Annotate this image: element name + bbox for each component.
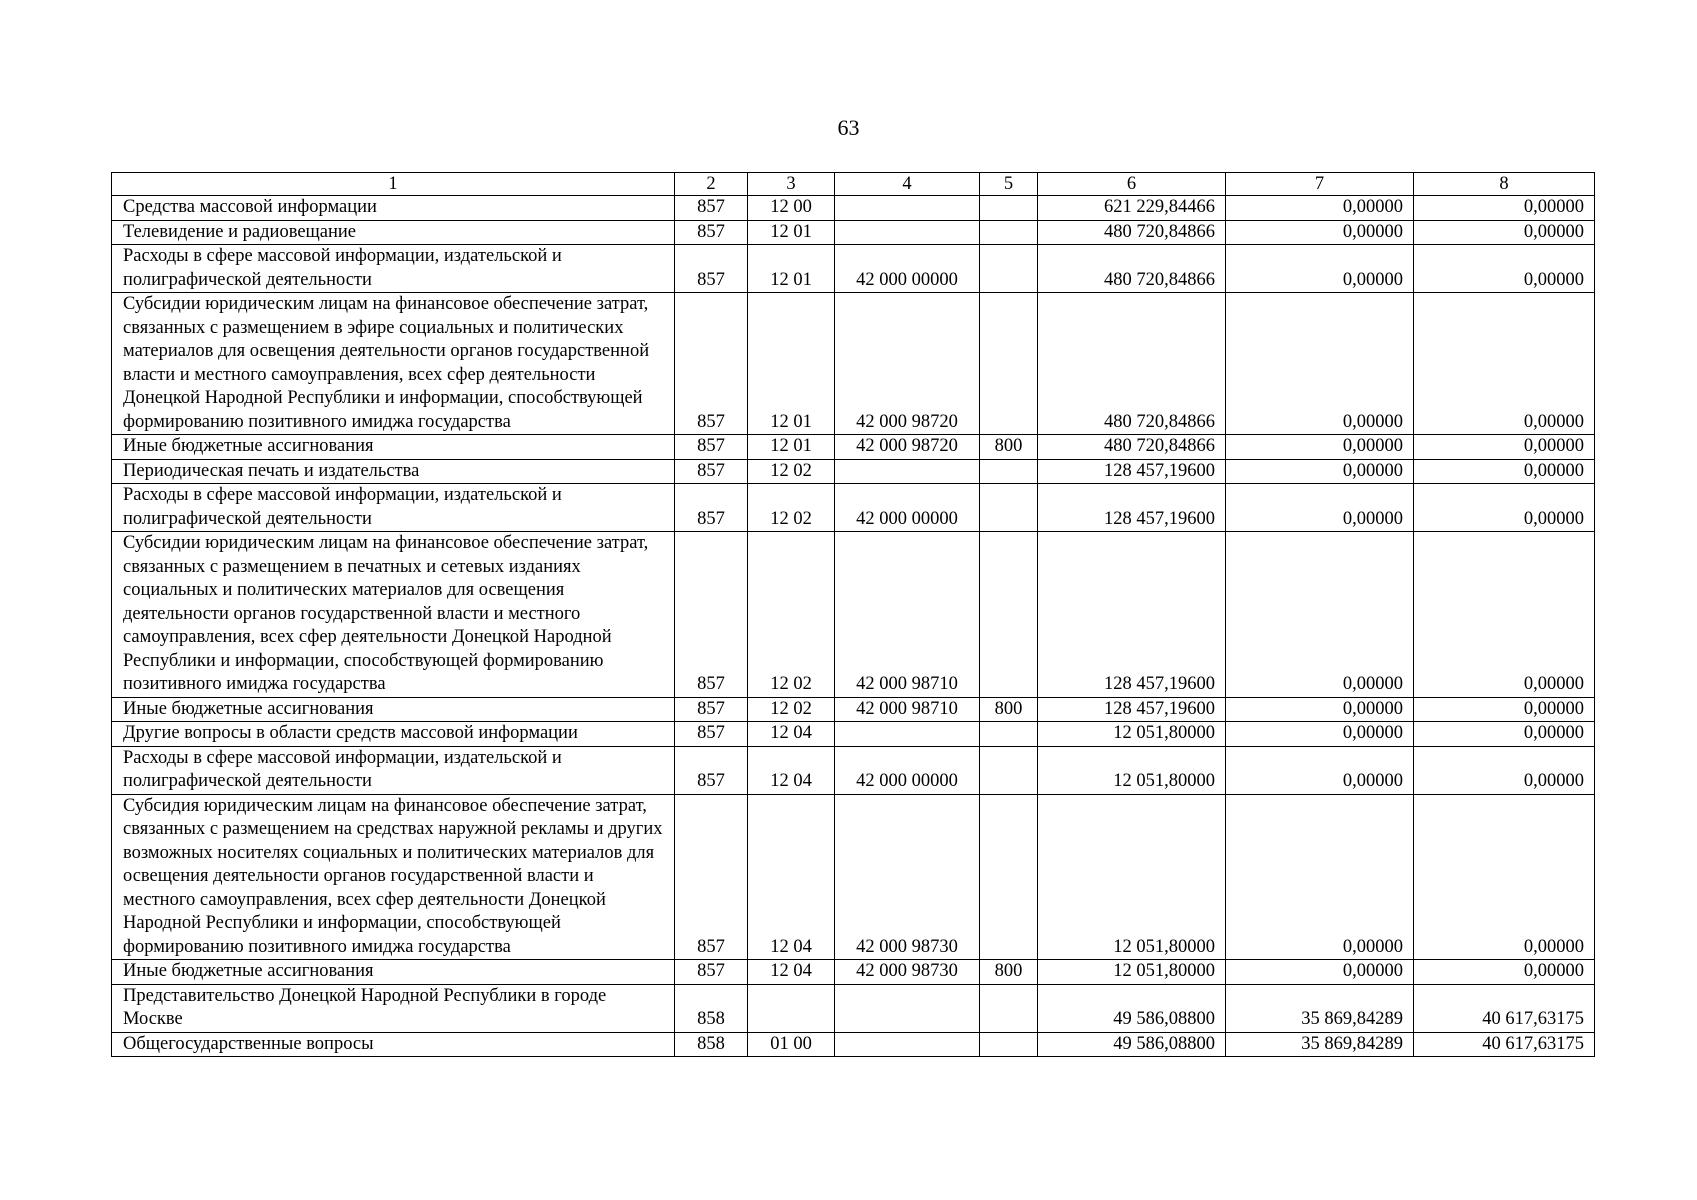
amount-cell: 49 586,08800 — [1038, 1032, 1226, 1057]
ministry-code-cell: 857 — [675, 220, 748, 245]
table-row — [112, 1032, 1595, 1057]
ministry-code-cell: 857 — [675, 293, 748, 435]
column-number: 5 — [980, 173, 1038, 196]
expense-type-cell — [980, 220, 1038, 245]
expense-type-cell — [980, 196, 1038, 221]
amount-cell: 0,00000 — [1414, 794, 1595, 960]
section-code-cell: 12 02 — [748, 697, 835, 722]
amount-cell: 0,00000 — [1226, 722, 1414, 747]
expense-type-cell: 800 — [980, 697, 1038, 722]
amount-cell: 0,00000 — [1226, 746, 1414, 794]
section-code-cell: 12 02 — [748, 459, 835, 484]
amount-cell: 49 586,08800 — [1038, 984, 1226, 1032]
item-name-cell: Субсидия юридическим лицам на финансовое обеспечение затрат, связанных с размещением на средствах наружной рекламы и других возможных носителях социальных и политических материалов для освещения деятельности органов государственной власти и местного самоуправления, всех сфер деятельности Донецкой Народной Республики и информации, способствующей формированию позитивного имиджа государства — [112, 794, 675, 960]
expense-type-cell — [980, 484, 1038, 532]
amount-cell: 35 869,84289 — [1226, 984, 1414, 1032]
amount-cell: 40 617,63175 — [1414, 1032, 1595, 1057]
amount-cell: 621 229,84466 — [1038, 196, 1226, 221]
amount-cell: 0,00000 — [1226, 697, 1414, 722]
column-number: 4 — [835, 173, 980, 196]
amount-cell: 0,00000 — [1414, 220, 1595, 245]
ministry-code-cell: 857 — [675, 960, 748, 985]
amount-cell: 12 051,80000 — [1038, 746, 1226, 794]
target-code-cell: 42 000 98730 — [835, 960, 980, 985]
target-code-cell: 42 000 98730 — [835, 794, 980, 960]
page-number: 63 — [837, 115, 860, 140]
ministry-code-cell: 857 — [675, 746, 748, 794]
table-row — [112, 220, 1595, 245]
ministry-code-cell: 858 — [675, 984, 748, 1032]
amount-cell: 0,00000 — [1414, 532, 1595, 698]
amount-cell: 12 051,80000 — [1038, 960, 1226, 985]
amount-cell: 0,00000 — [1414, 722, 1595, 747]
section-code-cell: 12 01 — [748, 435, 835, 460]
table-row — [112, 196, 1595, 221]
amount-cell: 0,00000 — [1226, 293, 1414, 435]
item-name-cell: Субсидии юридическим лицам на финансовое обеспечение затрат, связанных с размещением в эфире социальных и политических материалов для освещения деятельности органов государственной власти и местного самоуправления, всех сфер деятельности Донецкой Народной Республики и информации, способствующей формированию позитивного имиджа государства — [112, 293, 675, 435]
amount-cell: 128 457,19600 — [1038, 532, 1226, 698]
amount-cell: 0,00000 — [1414, 459, 1595, 484]
item-name-cell: Расходы в сфере массовой информации, издательской и полиграфической деятельности — [112, 484, 675, 532]
column-number: 2 — [675, 173, 748, 196]
table-row — [112, 722, 1595, 747]
amount-cell: 0,00000 — [1226, 484, 1414, 532]
amount-cell: 480 720,84866 — [1038, 245, 1226, 293]
amount-cell: 0,00000 — [1414, 293, 1595, 435]
column-number: 3 — [748, 173, 835, 196]
amount-cell: 128 457,19600 — [1038, 697, 1226, 722]
target-code-cell: 42 000 00000 — [835, 746, 980, 794]
expense-type-cell — [980, 293, 1038, 435]
table-row — [112, 435, 1595, 460]
target-code-cell — [835, 196, 980, 221]
item-name-cell: Иные бюджетные ассигнования — [112, 960, 675, 985]
table-row — [112, 532, 1595, 698]
ministry-code-cell: 857 — [675, 459, 748, 484]
amount-cell: 0,00000 — [1414, 245, 1595, 293]
budget-table — [111, 172, 1595, 1057]
amount-cell: 480 720,84866 — [1038, 435, 1226, 460]
target-code-cell: 42 000 98720 — [835, 435, 980, 460]
column-number: 8 — [1414, 173, 1595, 196]
amount-cell: 0,00000 — [1414, 435, 1595, 460]
target-code-cell: 42 000 98720 — [835, 293, 980, 435]
amount-cell: 40 617,63175 — [1414, 984, 1595, 1032]
expense-type-cell — [980, 746, 1038, 794]
target-code-cell: 42 000 00000 — [835, 245, 980, 293]
amount-cell: 0,00000 — [1414, 196, 1595, 221]
column-number: 6 — [1038, 173, 1226, 196]
section-code-cell: 01 00 — [748, 1032, 835, 1057]
section-code-cell — [748, 984, 835, 1032]
item-name-cell: Иные бюджетные ассигнования — [112, 435, 675, 460]
item-name-cell: Средства массовой информации — [112, 196, 675, 221]
section-code-cell: 12 04 — [748, 960, 835, 985]
expense-type-cell — [980, 532, 1038, 698]
amount-cell: 128 457,19600 — [1038, 459, 1226, 484]
section-code-cell: 12 01 — [748, 245, 835, 293]
ministry-code-cell: 857 — [675, 722, 748, 747]
item-name-cell: Иные бюджетные ассигнования — [112, 697, 675, 722]
item-name-cell: Периодическая печать и издательства — [112, 459, 675, 484]
ministry-code-cell: 858 — [675, 1032, 748, 1057]
item-name-cell: Расходы в сфере массовой информации, издательской и полиграфической деятельности — [112, 746, 675, 794]
section-code-cell: 12 04 — [748, 746, 835, 794]
amount-cell: 0,00000 — [1226, 459, 1414, 484]
amount-cell: 0,00000 — [1226, 532, 1414, 698]
amount-cell: 0,00000 — [1226, 960, 1414, 985]
table-row — [112, 245, 1595, 293]
amount-cell: 128 457,19600 — [1038, 484, 1226, 532]
table-row — [112, 484, 1595, 532]
section-code-cell: 12 04 — [748, 722, 835, 747]
expense-type-cell — [980, 722, 1038, 747]
amount-cell: 0,00000 — [1226, 220, 1414, 245]
expense-type-cell: 800 — [980, 435, 1038, 460]
expense-type-cell — [980, 984, 1038, 1032]
ministry-code-cell: 857 — [675, 196, 748, 221]
target-code-cell: 42 000 98710 — [835, 532, 980, 698]
amount-cell: 0,00000 — [1226, 794, 1414, 960]
amount-cell: 0,00000 — [1414, 960, 1595, 985]
amount-cell: 0,00000 — [1414, 484, 1595, 532]
item-name-cell: Расходы в сфере массовой информации, издательской и полиграфической деятельности — [112, 245, 675, 293]
target-code-cell — [835, 220, 980, 245]
table-row — [112, 794, 1595, 960]
item-name-cell: Другие вопросы в области средств массовой информации — [112, 722, 675, 747]
section-code-cell: 12 02 — [748, 484, 835, 532]
amount-cell: 35 869,84289 — [1226, 1032, 1414, 1057]
ministry-code-cell: 857 — [675, 245, 748, 293]
target-code-cell — [835, 984, 980, 1032]
ministry-code-cell: 857 — [675, 794, 748, 960]
amount-cell: 480 720,84866 — [1038, 220, 1226, 245]
column-number: 1 — [112, 173, 675, 196]
amount-cell: 12 051,80000 — [1038, 794, 1226, 960]
amount-cell: 0,00000 — [1226, 245, 1414, 293]
expense-type-cell — [980, 459, 1038, 484]
expense-type-cell — [980, 245, 1038, 293]
table-row — [112, 984, 1595, 1032]
item-name-cell: Общегосударственные вопросы — [112, 1032, 675, 1057]
amount-cell: 0,00000 — [1414, 746, 1595, 794]
ministry-code-cell: 857 — [675, 484, 748, 532]
ministry-code-cell: 857 — [675, 532, 748, 698]
table-row — [112, 293, 1595, 435]
table-row — [112, 697, 1595, 722]
section-code-cell: 12 01 — [748, 220, 835, 245]
section-code-cell: 12 01 — [748, 293, 835, 435]
target-code-cell: 42 000 00000 — [835, 484, 980, 532]
expense-type-cell: 800 — [980, 960, 1038, 985]
table-row — [112, 960, 1595, 985]
amount-cell: 12 051,80000 — [1038, 722, 1226, 747]
column-number: 7 — [1226, 173, 1414, 196]
column-number-row — [112, 173, 1595, 196]
target-code-cell — [835, 1032, 980, 1057]
section-code-cell: 12 04 — [748, 794, 835, 960]
target-code-cell: 42 000 98710 — [835, 697, 980, 722]
section-code-cell: 12 00 — [748, 196, 835, 221]
table-row — [112, 459, 1595, 484]
expense-type-cell — [980, 1032, 1038, 1057]
amount-cell: 0,00000 — [1414, 697, 1595, 722]
target-code-cell — [835, 459, 980, 484]
table-row — [112, 746, 1595, 794]
target-code-cell — [835, 722, 980, 747]
amount-cell: 480 720,84866 — [1038, 293, 1226, 435]
ministry-code-cell: 857 — [675, 697, 748, 722]
item-name-cell: Телевидение и радиовещание — [112, 220, 675, 245]
item-name-cell: Субсидии юридическим лицам на финансовое обеспечение затрат, связанных с размещением в печатных и сетевых изданиях социальных и политических материалов для освещения деятельности органов государственной власти и местного самоуправления, всех сфер деятельности Донецкой Народной Республики и информации, способствующей формированию позитивного имиджа государства — [112, 532, 675, 698]
expense-type-cell — [980, 794, 1038, 960]
section-code-cell: 12 02 — [748, 532, 835, 698]
item-name-cell: Представительство Донецкой Народной Республики в городе Москве — [112, 984, 675, 1032]
amount-cell: 0,00000 — [1226, 435, 1414, 460]
amount-cell: 0,00000 — [1226, 196, 1414, 221]
ministry-code-cell: 857 — [675, 435, 748, 460]
